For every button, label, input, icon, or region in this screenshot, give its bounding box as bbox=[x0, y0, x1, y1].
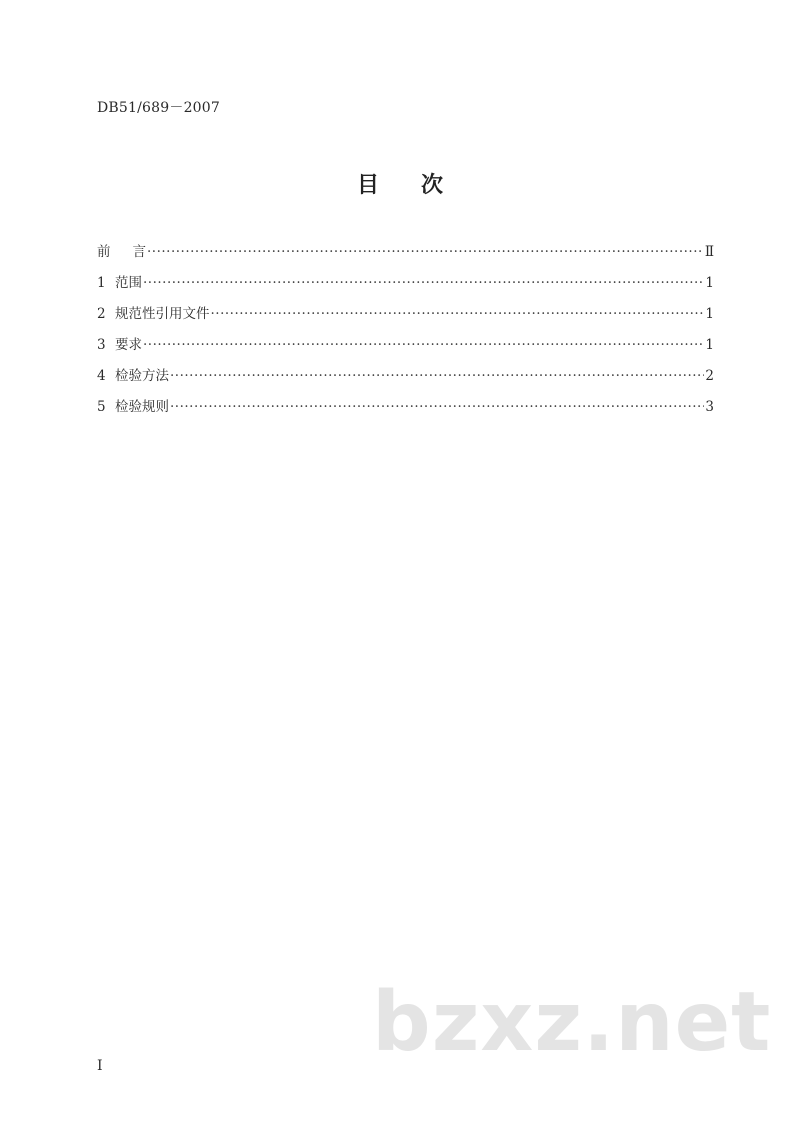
standard-code: DB51/689－2007 bbox=[97, 100, 220, 116]
toc-leader-dots bbox=[147, 244, 704, 260]
toc-entry-page: 1 bbox=[705, 337, 714, 353]
toc-entry-test-methods[interactable] bbox=[97, 364, 714, 395]
page-number: I bbox=[97, 1058, 103, 1074]
toc-leader-dots bbox=[170, 399, 704, 415]
toc-entry-label: 前言 bbox=[97, 244, 168, 260]
toc-entry-requirements[interactable] bbox=[97, 333, 714, 364]
watermark: bzxz.net bbox=[372, 975, 772, 1070]
toc-entry-number: 2 bbox=[97, 306, 106, 322]
page-title-char-1: 目 bbox=[356, 173, 379, 198]
toc-entry-label: 检验规则 bbox=[115, 399, 169, 415]
toc-entry-number: 4 bbox=[97, 368, 106, 384]
toc-leader-dots bbox=[211, 306, 705, 322]
toc-entry-foreword[interactable] bbox=[97, 240, 714, 271]
toc-entry-page: 1 bbox=[705, 275, 714, 291]
toc-entry-number: 5 bbox=[97, 399, 106, 415]
toc-entry-page: Ⅱ bbox=[704, 244, 714, 260]
toc-entry-page: 3 bbox=[705, 399, 714, 415]
toc-entry-label: 要求 bbox=[115, 337, 142, 353]
toc-entry-normative-references[interactable] bbox=[97, 302, 714, 333]
table-of-contents bbox=[97, 240, 714, 426]
page-title-char-2: 次 bbox=[421, 173, 444, 198]
toc-leader-dots bbox=[143, 337, 704, 353]
toc-leader-dots bbox=[170, 368, 704, 384]
toc-entry-number: 1 bbox=[97, 275, 106, 291]
toc-entry-page: 2 bbox=[705, 368, 714, 384]
toc-entry-label: 规范性引用文件 bbox=[115, 306, 210, 322]
toc-entry-page: 1 bbox=[705, 306, 714, 322]
toc-entry-scope[interactable] bbox=[97, 271, 714, 302]
toc-entry-inspection-rules[interactable] bbox=[97, 395, 714, 426]
toc-entry-number: 3 bbox=[97, 337, 106, 353]
toc-leader-dots bbox=[143, 275, 704, 291]
page-title bbox=[0, 168, 800, 199]
toc-entry-label: 范围 bbox=[115, 275, 142, 291]
toc-entry-label: 检验方法 bbox=[115, 368, 169, 384]
